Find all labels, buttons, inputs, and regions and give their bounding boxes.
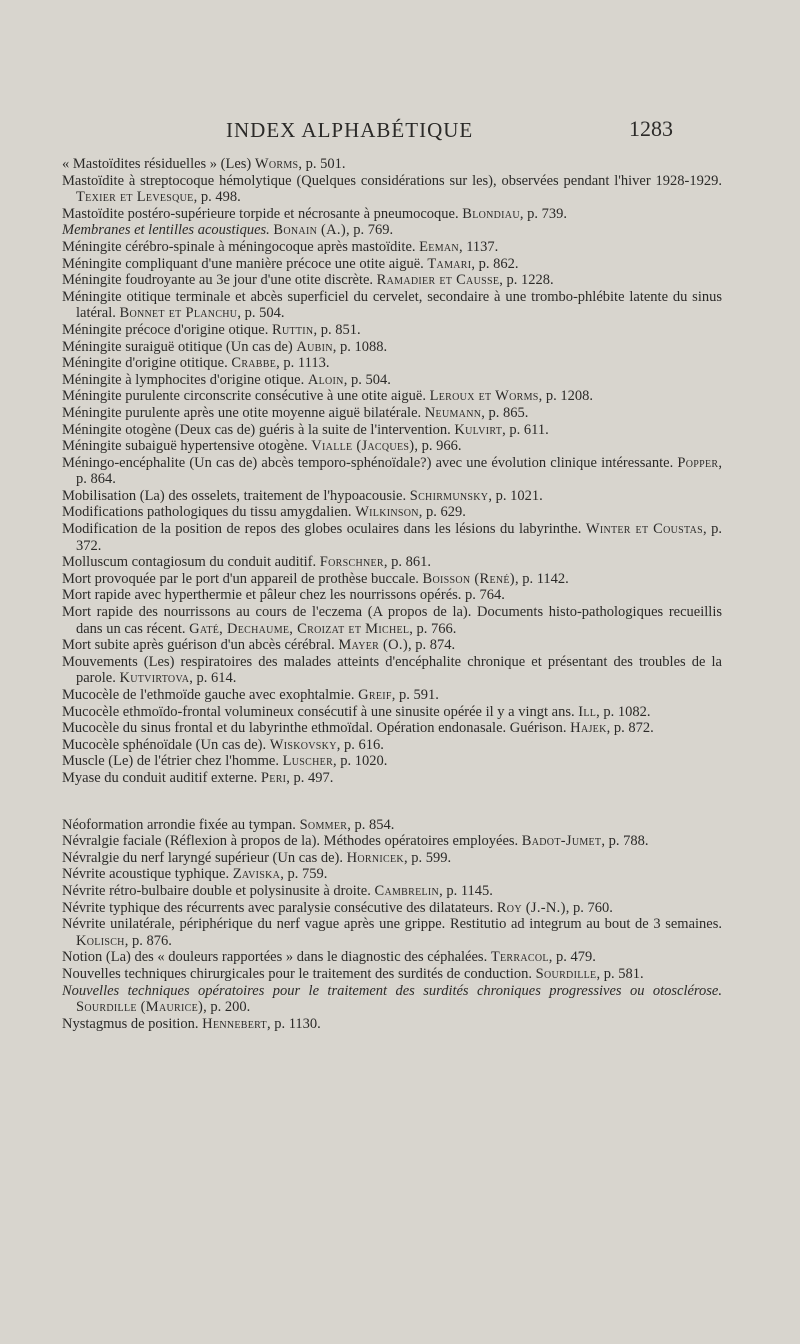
entry-title: Méningo-encéphalite (Un cas de) abcès temporo-sphénoïdale?) avec une évolution clinique intéressante. [62, 454, 674, 471]
entry-title: Méningite foudroyante au 3e jour d'une otite discrète. [62, 272, 374, 289]
entry-author: Boisson (René) [422, 570, 515, 587]
index-entry [62, 687, 722, 704]
entry-author: Sourdille [535, 965, 597, 982]
index-entry [62, 355, 722, 372]
entry-page: , 1137. [458, 238, 499, 255]
entry-title: Mort subite après guérison d'un abcès cérébral. [62, 637, 335, 654]
entry-title: Nystagmus de position. [62, 1015, 199, 1032]
entry-title: Nouvelles techniques opératoires pour le traitement des surdités chroniques progressives ou otosclérose. [62, 982, 722, 999]
entry-title: Mastoïdite à streptocoque hémolytique (Quelques considérations sur les), observées pendant l'hiver 1928-1929. [62, 172, 722, 189]
entry-title: Névralgie faciale (Réflexion à propos de la). Méthodes opératoires employées. [62, 833, 519, 850]
entry-author: Bonain (A.) [273, 222, 346, 239]
index-entry [62, 737, 722, 754]
index-entries [62, 156, 722, 1032]
entry-title: Mastoïdite postéro-supérieure torpide et nécrosante à pneumocoque. [62, 205, 459, 222]
entry-page: , p. 504. [237, 305, 285, 322]
index-entry [62, 753, 722, 770]
index-entry [62, 322, 722, 339]
entry-title: Modification de la position de repos des globes oculaires dans les lésions du labyrinthe. [62, 521, 582, 538]
entry-title: Méningite précoce d'origine otique. [62, 321, 269, 338]
entry-author: Bonnet et Planchu [119, 305, 238, 322]
page-header [0, 118, 800, 148]
entry-title: Névralgie du nerf laryngé supérieur (Un cas de). [62, 849, 344, 866]
entry-page: , p. 497. [286, 769, 334, 786]
index-entry [62, 504, 722, 521]
index-entry [62, 488, 722, 505]
entry-author: Blondiau [462, 205, 520, 222]
entry-page: , p. 769. [346, 222, 394, 239]
entry-title: Modifications pathologiques du tissu amygdalien. [62, 504, 352, 521]
entry-page: , p. 874. [407, 637, 456, 654]
entry-author: Popper [677, 454, 719, 471]
entry-page: , p. 501. [298, 156, 346, 172]
index-entry [62, 916, 722, 949]
entry-title: Nouvelles techniques chirurgicales pour le traitement des surdités de conduction. [62, 965, 533, 982]
index-entry [62, 372, 722, 389]
entry-page: , p. 862. [471, 255, 519, 272]
entry-page: , p. 1082. [596, 703, 651, 720]
index-entry [62, 206, 722, 223]
entry-title: Mort rapide des nourrissons au cours de l'eczema (A propos de la). Documents histo-pathologiques recueillis dans un cas récent. [62, 604, 722, 637]
entry-page: , p. 766. [409, 620, 457, 637]
entry-author: Winter et Coustas [585, 521, 704, 538]
entry-author: Kolisch [76, 932, 125, 949]
entry-title: Membranes et lentilles acoustiques. [62, 222, 270, 239]
entry-page: , p. 1021. [488, 487, 543, 504]
entry-page: , p. 616. [336, 736, 384, 753]
entry-page: , p. 1145. [439, 882, 493, 899]
index-entry [62, 983, 722, 1016]
entry-page: , p. 599. [403, 849, 452, 866]
index-entry [62, 554, 722, 571]
index-entry [62, 422, 722, 439]
entry-page: , p. 861. [383, 554, 431, 571]
entry-page: , p. 1113. [276, 355, 330, 372]
entry-title: Méningite à lymphocites d'origine otique. [62, 371, 305, 388]
entry-author: Badot-Jumet [521, 833, 602, 850]
entry-author: Terracol [490, 949, 549, 966]
entry-title: Méningite compliquant d'une manière précoce une otite aiguë. [62, 255, 424, 272]
index-entry [62, 272, 722, 289]
index-entry [62, 654, 722, 687]
entry-title: Névrite rétro-bulbaire double et polysinusite à droite. [62, 882, 371, 899]
running-title: INDEX ALPHABÉTIQUE [226, 118, 474, 142]
index-entry [62, 817, 722, 834]
entry-author: Neumann [424, 404, 482, 421]
entry-title: Mouvements (Les) respiratoires des malades atteints d'encéphalite chronique et présentant des troubles de la parole. [62, 653, 722, 687]
entry-page: , p. 759. [280, 866, 328, 883]
entry-author: Eeman [419, 238, 459, 255]
entry-page: , p. 966. [414, 438, 462, 455]
entry-title: Névrite acoustique typhique. [62, 866, 230, 883]
entry-page: , p. 760. [565, 899, 613, 916]
entry-page: , p. 854. [347, 816, 395, 833]
index-entry [62, 521, 722, 554]
entry-author: Aubin [296, 338, 333, 355]
entry-author: Mayer (O.) [338, 637, 408, 654]
entry-page: , p. 611. [502, 421, 549, 438]
index-entry [62, 256, 722, 273]
entry-title: Mucocèle sphénoïdale (Un cas de). [62, 736, 267, 753]
entry-author: Sommer [299, 816, 348, 833]
entry-title: Molluscum contagiosum du conduit auditif. [62, 554, 317, 571]
entry-author: Hennebert [202, 1015, 267, 1032]
index-entry [62, 720, 722, 737]
entry-title: Mucocèle de l'ethmoïde gauche avec exophtalmie. [62, 687, 355, 703]
index-entry [62, 637, 722, 654]
entry-author: Kutvirtova [119, 670, 190, 687]
entry-page: , p. 739. [519, 205, 567, 222]
index-entry [62, 900, 722, 917]
entry-author: Crabbe [231, 355, 277, 372]
entry-author: Sourdille (Maurice) [76, 999, 204, 1016]
entry-title: Méningite otogène (Deux cas de) guéris à la suite de l'intervention. [62, 421, 451, 438]
entry-author: Leroux et Worms [429, 388, 539, 405]
entry-page: , p. 372. [76, 521, 723, 554]
entry-page: , p. 629. [418, 504, 466, 521]
entry-author: Ruttin [271, 321, 314, 338]
index-entry [62, 587, 722, 604]
index-entry [62, 866, 722, 883]
entry-title: Mucocèle ethmoïdo-frontal volumineux consécutif à une sinusite opérée il y a vingt ans. [62, 703, 575, 720]
index-entry [62, 850, 722, 867]
entry-title: Mort rapide avec hyperthermie et pâleur chez les nourrissons opérés. [62, 587, 462, 604]
entry-author: Ramadier et Causse [376, 272, 500, 289]
entry-author: Vialle (Jacques) [311, 438, 415, 455]
entry-title: Méningite purulente circonscrite consécutive à une otite aiguë. [62, 388, 426, 405]
entry-title: Muscle (Le) de l'étrier chez l'homme. [62, 753, 279, 770]
index-entry [62, 173, 722, 206]
index-entry [62, 438, 722, 455]
index-entry [62, 966, 722, 983]
entry-title: Néoformation arrondie fixée au tympan. [62, 816, 296, 833]
index-entry [62, 455, 722, 488]
entry-author: Luscher [282, 753, 334, 770]
entry-author: Tamari [427, 255, 472, 272]
entry-author: Worms [254, 156, 299, 172]
entry-author: Gaté, Dechaume, Croizat et Michel [189, 620, 410, 637]
index-entry [62, 289, 722, 322]
entry-page: , p. 876. [124, 932, 172, 949]
entry-author: Wiskovsky [269, 736, 337, 753]
index-entry [62, 339, 722, 356]
index-entry [62, 604, 722, 637]
entry-title: Mort provoquée par le port d'un appareil de prothèse buccale. [62, 570, 419, 587]
entry-title: Méningite suraiguë otitique (Un cas de) [62, 338, 293, 355]
index-entry [62, 770, 722, 787]
entry-page: , p. 864. [76, 454, 722, 488]
entry-page: , p. 1088. [332, 338, 388, 355]
entry-page: p. 764. [461, 587, 505, 604]
index-entry [62, 388, 722, 405]
entry-author: Schirmunsky [409, 487, 489, 504]
entry-author: Hajek [570, 720, 607, 737]
entry-author: Forschner [319, 554, 384, 571]
entry-page: , p. 581. [596, 965, 644, 982]
index-entry [62, 222, 722, 239]
section-gap [62, 787, 722, 817]
entry-page: , p. 614. [189, 670, 237, 687]
entry-page: , p. 591. [391, 687, 439, 703]
entry-page: , p. 865. [481, 404, 529, 421]
entry-page: , p. 498. [193, 189, 241, 206]
entry-page: , p. 479. [548, 949, 596, 966]
entry-title: Névrite unilatérale, périphérique du nerf vague après une grippe. Restitutio ad integrum au bout de 3 semaines. [62, 916, 722, 933]
entry-page: , p. 788. [601, 833, 649, 850]
entry-page: , p. 1130. [266, 1015, 321, 1032]
entry-page: , p. 1020. [333, 753, 388, 770]
index-entry [62, 156, 722, 173]
index-entry [62, 949, 722, 966]
index-entry [62, 1016, 722, 1033]
entry-author: Aloin [307, 371, 344, 388]
index-entry [62, 239, 722, 256]
entry-author: Ill [578, 703, 597, 720]
entry-author: Greif [358, 687, 392, 703]
entry-author: Hornicek [346, 849, 404, 866]
entry-title: Mobilisation (La) des osselets, traitement de l'hypoacousie. [62, 487, 407, 504]
entry-page: , p. 872. [606, 720, 654, 737]
entry-title: Méningite cérébro-spinale à méningocoque après mastoïdite. [62, 238, 416, 255]
entry-page: , p. 504. [343, 371, 391, 388]
entry-page: , p. 1228. [499, 272, 554, 289]
entry-author: Peri [260, 769, 287, 786]
entry-author: Texier et Levesque [76, 189, 194, 206]
index-entry [62, 571, 722, 588]
index-entry [62, 883, 722, 900]
page-number: 1283 [629, 116, 673, 141]
entry-title: Mucocèle du sinus frontal et du labyrinthe ethmoïdal. Opération endonasale. Guérison. [62, 720, 567, 737]
entry-page: , p. 851. [313, 321, 361, 338]
entry-author: Cambrelin [374, 882, 440, 899]
entry-author: Roy (J.-N.) [496, 899, 566, 916]
entry-title: Notion (La) des « douleurs rapportées » dans le diagnostic des céphalées. [62, 949, 488, 966]
index-entry [62, 833, 722, 850]
entry-page: , p. 1142. [514, 570, 569, 587]
index-entry [62, 704, 722, 721]
entry-page: , p. 200. [203, 999, 251, 1016]
entry-title: Méningite otitique terminale et abcès superficiel du cervelet, secondaire à une trombo-phlébite latente du sinus latéral. [62, 288, 722, 322]
entry-author: Wilkinson [355, 504, 419, 521]
index-entry [62, 405, 722, 422]
entry-title: Méningite d'origine otitique. [62, 355, 228, 372]
entry-title: Névrite typhique des récurrents avec paralysie consécutive des dilatateurs. [62, 899, 494, 916]
entry-author: Zaviska [232, 866, 281, 883]
entry-page: , p. 1208. [538, 388, 594, 405]
entry-title: Méningite purulente après une otite moyenne aiguë bilatérale. [62, 404, 422, 421]
entry-author: Kulvirt [454, 421, 503, 438]
entry-title: Méningite subaiguë hypertensive otogène. [62, 438, 308, 455]
entry-title: Myase du conduit auditif externe. [62, 769, 258, 786]
entry-title: « Mastoïdites résiduelles » (Les) [62, 156, 252, 172]
